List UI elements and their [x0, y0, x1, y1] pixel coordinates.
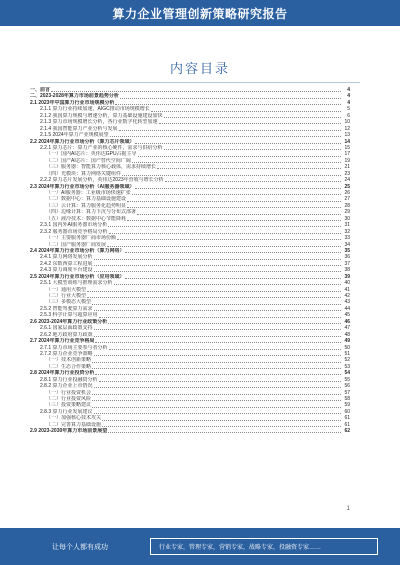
toc-entry-label: 2.4 2024年算力行业市场分析（算力网络） — [30, 247, 125, 254]
toc-leader-dots — [107, 243, 341, 247]
toc-leader-dots — [109, 346, 341, 350]
toc-entry-label: 2.1.4 我国智能算力产业分析与发展 — [40, 125, 118, 132]
toc-leader-dots — [164, 146, 341, 150]
toc-leader-dots — [120, 95, 341, 99]
toc-entry-label: 2.1.5 2024年算力产业规模展望 — [40, 132, 109, 139]
toc-entry-label: 2.6.2 地方政府算力政策 — [40, 331, 93, 338]
toc-entry-page: 4 — [347, 93, 350, 100]
toc-leader-dots — [94, 268, 341, 272]
report-header — [0, 0, 400, 26]
toc-leader-dots — [132, 191, 341, 195]
toc-entry-page: 5 — [347, 106, 350, 113]
report-footer — [0, 528, 400, 565]
toc-leader-dots — [99, 378, 341, 382]
toc-leader-dots — [94, 333, 341, 337]
report-title: 算力企业管理创新策略研究报告 — [112, 6, 288, 21]
toc-entry-page: 54 — [344, 370, 350, 377]
toc-entry-label: 2.9 2023-2030年算力市场前景展望 — [30, 428, 108, 435]
toc-entry-page: 52 — [344, 357, 350, 364]
toc-entry-page: 4 — [347, 87, 350, 93]
toc-entry-label: 2.3 2024年算力行业市场分析（AI服务器领域） — [30, 183, 135, 190]
toc-entry-label: 2.5 2024年算力行业市场分析（应用领域） — [30, 273, 125, 280]
toc-entry-label: 2.7 2024年算力行业竞争格局 — [30, 338, 95, 345]
toc-entry-page: 21 — [344, 164, 350, 171]
toc-leader-dots — [127, 217, 341, 221]
toc-entry-label: （五）液冷技术：数据中心节能降耗 — [46, 215, 127, 222]
toc-entry-page: 37 — [344, 260, 350, 267]
toc-entry-label: （一）AI服务器：工业级市场快速扩张 — [46, 190, 131, 196]
toc-leader-dots — [94, 352, 341, 356]
toc-entry-page: 60 — [344, 408, 350, 415]
toc-entry-label: 2.1.2 我国算力规模与增速分析，算力基础设施建设加快 — [40, 112, 163, 119]
footer-slogan: 让每个人都有成功 — [52, 543, 108, 551]
toc-entry-label: （二）数据中心：算力基础设施建设 — [46, 196, 127, 203]
toc-leader-dots — [137, 211, 341, 215]
toc-entry-label: 2.8.1 算力行业投融资分析 — [40, 376, 98, 383]
toc-entry-page: 31 — [344, 222, 350, 229]
toc-entry-label: 2.7.2 算力企业竞争策略 — [40, 350, 93, 357]
toc-leader-dots — [122, 172, 341, 176]
toc-leader-dots — [114, 281, 341, 285]
toc-entry-label: 2.1.3 算力市场规模增长分析，各行业数字化转型加速 — [40, 119, 158, 126]
toc-leader-dots — [92, 391, 341, 395]
page-number: 1 — [346, 506, 350, 512]
toc-entry-label: 2.1.1 算力行业持续加速，AIGC推动市场规模增长 — [40, 106, 150, 113]
toc-entry-label: 2.5.2 智能驾驶算力需求 — [40, 305, 93, 312]
toc-entry-page: 27 — [344, 196, 350, 203]
toc-entry-label: （一）加强核心技术攻关 — [46, 415, 102, 422]
toc-leader-dots — [115, 101, 341, 105]
toc-entry-page: 38 — [344, 267, 350, 274]
toc-entry-label: 2.2 2024年算力行业市场分析（算力芯片领域） — [30, 138, 135, 145]
toc-leader-dots — [119, 127, 341, 131]
toc-entry-label: （一）技术创新策略 — [46, 357, 92, 364]
toc-entry-page: 19 — [344, 157, 350, 164]
toc-entry-page: 56 — [344, 383, 350, 390]
toc-entry-label: （一）行业投资机会 — [46, 389, 92, 396]
toc-entry-page: 23 — [344, 170, 350, 177]
toc-leader-dots — [95, 371, 341, 375]
divider — [40, 82, 360, 83]
toc-entry-page: 55 — [344, 376, 350, 383]
toc-entry-page: 32 — [344, 228, 350, 235]
toc-entry-label: （二）行业投资风险 — [46, 396, 92, 402]
toc-leader-dots — [108, 223, 341, 227]
table-of-contents — [30, 87, 350, 435]
toc-entry-page: 57 — [344, 389, 350, 396]
toc-leader-dots — [87, 294, 341, 298]
toc-entry[interactable] — [30, 428, 350, 434]
toc-entry-label: （二）行业大模型 — [46, 293, 87, 299]
toc-entry-label: 2.5.3 科学计算与超算应用 — [40, 312, 98, 319]
toc-entry-page: 4 — [347, 99, 350, 106]
toc-entry-label: 2.4.2 东数西算工程进展 — [40, 260, 93, 267]
toc-leader-dots — [102, 423, 341, 427]
toc-leader-dots — [138, 153, 341, 157]
toc-entry-label: （一）国内AI芯片：英伟达GPU占据主导 — [46, 151, 137, 158]
toc-entry-page: 50 — [344, 344, 350, 351]
toc-heading: 内容目录 — [169, 61, 230, 76]
toc-entry-page: 34 — [344, 241, 350, 248]
toc-entry-label: （三）云计算：算力服务化趋势明显 — [46, 202, 127, 209]
toc-leader-dots — [108, 320, 341, 324]
toc-entry-page: 45 — [344, 312, 350, 319]
toc-leader-dots — [108, 429, 341, 433]
toc-entry-label: 2.8 2024年算力行业投资分析 — [30, 370, 95, 377]
toc-leader-dots — [87, 288, 341, 292]
toc-entry-page: 35 — [344, 247, 350, 254]
toc-entry-page: 30 — [344, 215, 350, 222]
toc-entry-label: 2.3.1 国内外AI服务器市场分析 — [40, 222, 108, 229]
toc-entry-label: 2.8.3 算力行业发展建议 — [40, 408, 93, 415]
toc-entry-label: （二）国产AI芯片：国产替代空间广阔 — [46, 157, 131, 164]
toc-entry-page: 53 — [344, 363, 350, 370]
toc-entry-label: （三）投资策略建议 — [46, 402, 92, 409]
toc-entry-label: 2.4.3 算力调度平台建设 — [40, 267, 93, 274]
toc-entry-page: 26 — [344, 190, 350, 196]
toc-entry-page: 36 — [344, 254, 350, 261]
toc-entry-page: 13 — [344, 132, 350, 139]
toc-leader-dots — [127, 204, 341, 208]
toc-entry-label: （二）生态合作策略 — [46, 363, 92, 370]
toc-entry-label: 2.4.1 算力网络发展分析 — [40, 254, 93, 261]
toc-entry-label: 2.6.1 国家层面政策支持 — [40, 325, 93, 332]
toc-entry-page: 41 — [344, 286, 350, 293]
toc-entry-page: 61 — [344, 415, 350, 422]
toc-entry-page: 24 — [344, 177, 350, 184]
toc-leader-dots — [157, 165, 341, 169]
toc-entry-label: 2.8.2 算力企业上市情况 — [40, 383, 93, 390]
toc-leader-dots — [94, 307, 341, 311]
toc-leader-dots — [92, 397, 341, 401]
toc-entry-page: 12 — [344, 125, 350, 132]
toc-entry-label: 2.2.1 算力芯片：算力产业的核心硬件，需求与供给分析 — [40, 144, 163, 151]
toc-entry-page: 28 — [344, 202, 350, 209]
toc-leader-dots — [95, 339, 341, 343]
toc-leader-dots — [94, 326, 341, 330]
toc-entry-page: 6 — [347, 112, 350, 119]
toc-leader-dots — [94, 410, 341, 414]
toc-entry-page: 14 — [344, 138, 350, 145]
toc-leader-dots — [99, 314, 341, 318]
toc-leader-dots — [135, 185, 341, 189]
toc-leader-dots — [132, 159, 341, 163]
toc-entry-page: 51 — [344, 350, 350, 357]
toc-entry-label: （四）边缘计算：算力下沉与分布式部署 — [46, 209, 137, 216]
toc-entry-page: 59 — [344, 402, 350, 409]
toc-entry-label: 二、2023-2028年算力市场前景趋势分析 — [30, 93, 119, 100]
toc-entry-page: 39 — [344, 273, 350, 280]
toc-leader-dots — [151, 108, 341, 112]
toc-entry-page: 15 — [344, 144, 350, 151]
toc-entry-label: （三）服务器：智能算力核心载体，需求持续增长 — [46, 164, 157, 171]
toc-entry-label: （三）多模态大模型 — [46, 299, 92, 306]
toc-entry-page: 61 — [344, 421, 350, 428]
toc-entry-page: 49 — [344, 338, 350, 345]
toc-entry-label: （四）光模块：算力网络关键组件 — [46, 170, 122, 177]
toc-leader-dots — [94, 384, 341, 388]
toc-entry-label: 2.6 2023-2024年算力行业政策分析 — [30, 318, 108, 325]
toc-entry-page: 29 — [344, 209, 350, 216]
toc-leader-dots — [94, 262, 341, 266]
toc-entry-label: （一）通用大模型 — [46, 286, 87, 293]
toc-entry-page: 62 — [344, 428, 350, 435]
toc-leader-dots — [92, 301, 341, 305]
toc-entry-page: 25 — [344, 183, 350, 190]
toc-leader-dots — [92, 365, 341, 369]
toc-leader-dots — [92, 404, 341, 408]
toc-entry-page: 44 — [344, 305, 350, 312]
toc-leader-dots — [125, 275, 341, 279]
toc-leader-dots — [117, 236, 341, 240]
toc-entry-page: 10 — [344, 119, 350, 126]
toc-entry-label: 2.7.1 算力市场主要参与者分析 — [40, 344, 108, 351]
toc-entry-label: （二）完善算力基础设施 — [46, 421, 102, 428]
toc-leader-dots — [165, 178, 341, 182]
toc-entry-page: 48 — [344, 331, 350, 338]
toc-entry-page: 17 — [344, 151, 350, 158]
toc-leader-dots — [164, 114, 341, 118]
toc-entry-page: 47 — [344, 325, 350, 332]
footer-expert-list: 行业专家，管理专家，营销专家，战略专家，投融资专家…… — [150, 538, 378, 555]
toc-entry-label: 2.1 2023年中国算力行业市场规模分析 — [30, 99, 115, 106]
toc-entry-label: 2.3.2 服务器市场竞争格局分析 — [40, 228, 108, 235]
toc-entry-label: 2.5.1 大模型训练与推理需求分析 — [40, 280, 113, 287]
toc-entry-page: 46 — [344, 318, 350, 325]
toc-leader-dots — [109, 230, 341, 234]
toc-entry-label: 一、前言 — [30, 87, 51, 93]
toc-entry-label: （二）国产服务器厂商发展 — [46, 241, 107, 248]
toc-leader-dots — [110, 133, 341, 137]
toc-entry-label: 2.2.2 算力芯片发展分析，英伟达2023年营收与增长分析 — [40, 177, 164, 184]
toc-leader-dots — [135, 140, 341, 144]
toc-entry-page: 43 — [344, 299, 350, 306]
toc-entry-page: 40 — [344, 280, 350, 287]
toc-entry-page: 58 — [344, 396, 350, 402]
toc-entry-page: 42 — [344, 293, 350, 299]
toc-leader-dots — [125, 249, 341, 253]
toc-leader-dots — [51, 88, 341, 92]
toc-entry-label: （一）主要服务器厂商市场份额 — [46, 235, 117, 242]
toc-entry-page: 33 — [344, 235, 350, 242]
toc-leader-dots — [102, 417, 341, 421]
toc-leader-dots — [92, 359, 341, 363]
toc-leader-dots — [127, 198, 341, 202]
toc-leader-dots — [159, 120, 341, 124]
toc-leader-dots — [94, 256, 341, 260]
